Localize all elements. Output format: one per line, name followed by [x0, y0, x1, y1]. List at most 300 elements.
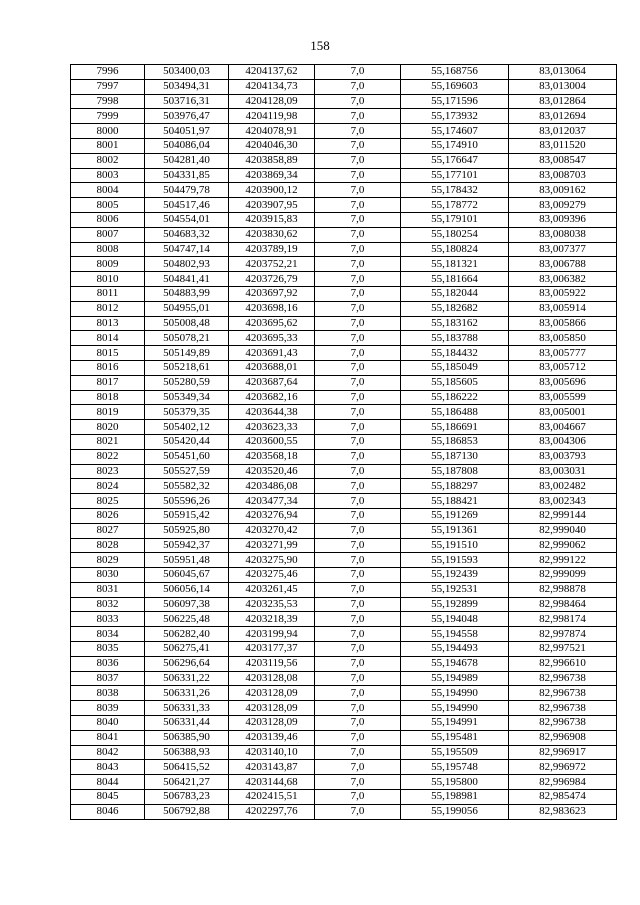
width-cell: 7,0	[315, 538, 401, 553]
longitude-cell: 82,996738	[509, 671, 617, 686]
y-coordinate-cell: 4202415,51	[229, 790, 315, 805]
latitude-cell: 55,168756	[401, 65, 509, 80]
width-cell: 7,0	[315, 464, 401, 479]
longitude-cell: 83,005922	[509, 286, 617, 301]
width-cell: 7,0	[315, 582, 401, 597]
x-coordinate-cell: 504086,04	[145, 138, 229, 153]
width-cell: 7,0	[315, 138, 401, 153]
latitude-cell: 55,195748	[401, 760, 509, 775]
x-coordinate-cell: 505915,42	[145, 508, 229, 523]
longitude-cell: 83,007377	[509, 242, 617, 257]
point-number-cell: 8038	[71, 686, 145, 701]
x-coordinate-cell: 504955,01	[145, 301, 229, 316]
x-coordinate-cell: 504479,78	[145, 183, 229, 198]
y-coordinate-cell: 4203691,43	[229, 346, 315, 361]
point-number-cell: 8019	[71, 405, 145, 420]
longitude-cell: 83,008547	[509, 153, 617, 168]
table-row	[71, 212, 617, 227]
y-coordinate-cell: 4203600,55	[229, 434, 315, 449]
point-number-cell: 8045	[71, 790, 145, 805]
x-coordinate-cell: 504281,40	[145, 153, 229, 168]
longitude-cell: 83,005696	[509, 375, 617, 390]
width-cell: 7,0	[315, 257, 401, 272]
y-coordinate-cell: 4203199,94	[229, 627, 315, 642]
longitude-cell: 83,006382	[509, 272, 617, 287]
point-number-cell: 8014	[71, 331, 145, 346]
width-cell: 7,0	[315, 94, 401, 109]
width-cell: 7,0	[315, 656, 401, 671]
y-coordinate-cell: 4203270,42	[229, 523, 315, 538]
latitude-cell: 55,198981	[401, 790, 509, 805]
x-coordinate-cell: 505942,37	[145, 538, 229, 553]
x-coordinate-cell: 505420,44	[145, 434, 229, 449]
y-coordinate-cell: 4203128,09	[229, 686, 315, 701]
y-coordinate-cell: 4203698,16	[229, 301, 315, 316]
width-cell: 7,0	[315, 316, 401, 331]
latitude-cell: 55,186488	[401, 405, 509, 420]
x-coordinate-cell: 505596,26	[145, 494, 229, 509]
y-coordinate-cell: 4203695,62	[229, 316, 315, 331]
latitude-cell: 55,186222	[401, 390, 509, 405]
latitude-cell: 55,186691	[401, 420, 509, 435]
table-row	[71, 331, 617, 346]
y-coordinate-cell: 4204137,62	[229, 65, 315, 80]
point-number-cell: 8041	[71, 730, 145, 745]
x-coordinate-cell: 505379,35	[145, 405, 229, 420]
y-coordinate-cell: 4203275,90	[229, 553, 315, 568]
table-row	[71, 183, 617, 198]
latitude-cell: 55,180254	[401, 227, 509, 242]
latitude-cell: 55,185049	[401, 360, 509, 375]
x-coordinate-cell: 504051,97	[145, 124, 229, 139]
x-coordinate-cell: 505925,80	[145, 523, 229, 538]
longitude-cell: 82,999040	[509, 523, 617, 538]
y-coordinate-cell: 4203119,56	[229, 656, 315, 671]
point-number-cell: 7998	[71, 94, 145, 109]
table-row	[71, 790, 617, 805]
width-cell: 7,0	[315, 331, 401, 346]
width-cell: 7,0	[315, 508, 401, 523]
y-coordinate-cell: 4203915,83	[229, 212, 315, 227]
latitude-cell: 55,195509	[401, 745, 509, 760]
table-row	[71, 79, 617, 94]
width-cell: 7,0	[315, 242, 401, 257]
width-cell: 7,0	[315, 390, 401, 405]
point-number-cell: 8003	[71, 168, 145, 183]
width-cell: 7,0	[315, 612, 401, 627]
y-coordinate-cell: 4203128,09	[229, 701, 315, 716]
point-number-cell: 7997	[71, 79, 145, 94]
longitude-cell: 82,983623	[509, 804, 617, 819]
y-coordinate-cell: 4203261,45	[229, 582, 315, 597]
point-number-cell: 8009	[71, 257, 145, 272]
x-coordinate-cell: 504747,14	[145, 242, 229, 257]
x-coordinate-cell: 506421,27	[145, 775, 229, 790]
width-cell: 7,0	[315, 405, 401, 420]
width-cell: 7,0	[315, 109, 401, 124]
table-row	[71, 316, 617, 331]
longitude-cell: 82,999122	[509, 553, 617, 568]
longitude-cell: 82,997874	[509, 627, 617, 642]
y-coordinate-cell: 4203688,01	[229, 360, 315, 375]
table-row	[71, 198, 617, 213]
y-coordinate-cell: 4203568,18	[229, 449, 315, 464]
latitude-cell: 55,177101	[401, 168, 509, 183]
table-row	[71, 124, 617, 139]
longitude-cell: 83,008038	[509, 227, 617, 242]
table-row	[71, 301, 617, 316]
latitude-cell: 55,171596	[401, 94, 509, 109]
y-coordinate-cell: 4203726,79	[229, 272, 315, 287]
width-cell: 7,0	[315, 286, 401, 301]
table-row	[71, 686, 617, 701]
x-coordinate-cell: 503494,31	[145, 79, 229, 94]
x-coordinate-cell: 503976,47	[145, 109, 229, 124]
latitude-cell: 55,187130	[401, 449, 509, 464]
table-row	[71, 612, 617, 627]
x-coordinate-cell: 504802,93	[145, 257, 229, 272]
y-coordinate-cell: 4203128,09	[229, 716, 315, 731]
y-coordinate-cell: 4203695,33	[229, 331, 315, 346]
width-cell: 7,0	[315, 212, 401, 227]
longitude-cell: 83,005914	[509, 301, 617, 316]
x-coordinate-cell: 504841,41	[145, 272, 229, 287]
point-number-cell: 8025	[71, 494, 145, 509]
width-cell: 7,0	[315, 686, 401, 701]
point-number-cell: 8028	[71, 538, 145, 553]
latitude-cell: 55,195481	[401, 730, 509, 745]
latitude-cell: 55,182044	[401, 286, 509, 301]
y-coordinate-cell: 4203752,21	[229, 257, 315, 272]
table-row	[71, 272, 617, 287]
x-coordinate-cell: 506097,38	[145, 597, 229, 612]
longitude-cell: 82,996738	[509, 686, 617, 701]
y-coordinate-cell: 4203143,87	[229, 760, 315, 775]
x-coordinate-cell: 505402,12	[145, 420, 229, 435]
x-coordinate-cell: 506331,22	[145, 671, 229, 686]
table-row	[71, 286, 617, 301]
point-number-cell: 8015	[71, 346, 145, 361]
table-row	[71, 138, 617, 153]
x-coordinate-cell: 504331,85	[145, 168, 229, 183]
x-coordinate-cell: 506783,23	[145, 790, 229, 805]
latitude-cell: 55,186853	[401, 434, 509, 449]
longitude-cell: 82,996738	[509, 716, 617, 731]
width-cell: 7,0	[315, 198, 401, 213]
longitude-cell: 83,005850	[509, 331, 617, 346]
point-number-cell: 8020	[71, 420, 145, 435]
latitude-cell: 55,188421	[401, 494, 509, 509]
y-coordinate-cell: 4203697,92	[229, 286, 315, 301]
longitude-cell: 83,004667	[509, 420, 617, 435]
x-coordinate-cell: 506225,48	[145, 612, 229, 627]
table-row	[71, 405, 617, 420]
latitude-cell: 55,194493	[401, 642, 509, 657]
x-coordinate-cell: 503400,03	[145, 65, 229, 80]
longitude-cell: 82,999144	[509, 508, 617, 523]
x-coordinate-cell: 505451,60	[145, 449, 229, 464]
longitude-cell: 82,996610	[509, 656, 617, 671]
page-number: 158	[310, 38, 330, 53]
y-coordinate-cell: 4204134,73	[229, 79, 315, 94]
table-row	[71, 464, 617, 479]
table-row	[71, 508, 617, 523]
table-row	[71, 671, 617, 686]
point-number-cell: 8035	[71, 642, 145, 657]
x-coordinate-cell: 506275,41	[145, 642, 229, 657]
latitude-cell: 55,174607	[401, 124, 509, 139]
point-number-cell: 8008	[71, 242, 145, 257]
y-coordinate-cell: 4204119,98	[229, 109, 315, 124]
x-coordinate-cell: 506388,93	[145, 745, 229, 760]
longitude-cell: 83,013064	[509, 65, 617, 80]
x-coordinate-cell: 506415,52	[145, 760, 229, 775]
x-coordinate-cell: 505527,59	[145, 464, 229, 479]
x-coordinate-cell: 503716,31	[145, 94, 229, 109]
latitude-cell: 55,192439	[401, 568, 509, 583]
longitude-cell: 83,008703	[509, 168, 617, 183]
table-row	[71, 227, 617, 242]
longitude-cell: 83,005712	[509, 360, 617, 375]
longitude-cell: 82,998878	[509, 582, 617, 597]
longitude-cell: 83,009279	[509, 198, 617, 213]
longitude-cell: 82,998174	[509, 612, 617, 627]
longitude-cell: 82,996738	[509, 701, 617, 716]
width-cell: 7,0	[315, 79, 401, 94]
table-row	[71, 627, 617, 642]
x-coordinate-cell: 504554,01	[145, 212, 229, 227]
point-number-cell: 8011	[71, 286, 145, 301]
y-coordinate-cell: 4204078,91	[229, 124, 315, 139]
point-number-cell: 8032	[71, 597, 145, 612]
point-number-cell: 8030	[71, 568, 145, 583]
longitude-cell: 83,002482	[509, 479, 617, 494]
latitude-cell: 55,178432	[401, 183, 509, 198]
width-cell: 7,0	[315, 375, 401, 390]
width-cell: 7,0	[315, 301, 401, 316]
latitude-cell: 55,185605	[401, 375, 509, 390]
point-number-cell: 8001	[71, 138, 145, 153]
width-cell: 7,0	[315, 420, 401, 435]
width-cell: 7,0	[315, 597, 401, 612]
x-coordinate-cell: 506331,44	[145, 716, 229, 731]
table-row	[71, 553, 617, 568]
width-cell: 7,0	[315, 730, 401, 745]
point-number-cell: 8036	[71, 656, 145, 671]
point-number-cell: 8042	[71, 745, 145, 760]
y-coordinate-cell: 4203869,34	[229, 168, 315, 183]
latitude-cell: 55,194989	[401, 671, 509, 686]
x-coordinate-cell: 506331,26	[145, 686, 229, 701]
point-number-cell: 8004	[71, 183, 145, 198]
latitude-cell: 55,191361	[401, 523, 509, 538]
latitude-cell: 55,194678	[401, 656, 509, 671]
table-row	[71, 390, 617, 405]
point-number-cell: 8024	[71, 479, 145, 494]
table-row	[71, 730, 617, 745]
x-coordinate-cell: 505349,34	[145, 390, 229, 405]
longitude-cell: 83,005866	[509, 316, 617, 331]
coordinates-table	[70, 64, 617, 820]
x-coordinate-cell: 504517,46	[145, 198, 229, 213]
y-coordinate-cell: 4203486,08	[229, 479, 315, 494]
latitude-cell: 55,191269	[401, 508, 509, 523]
table-row	[71, 479, 617, 494]
latitude-cell: 55,192899	[401, 597, 509, 612]
y-coordinate-cell: 4204128,09	[229, 94, 315, 109]
y-coordinate-cell: 4203144,68	[229, 775, 315, 790]
table-row	[71, 346, 617, 361]
longitude-cell: 82,996972	[509, 760, 617, 775]
latitude-cell: 55,181664	[401, 272, 509, 287]
y-coordinate-cell: 4203477,34	[229, 494, 315, 509]
table-row	[71, 375, 617, 390]
y-coordinate-cell: 4203139,46	[229, 730, 315, 745]
width-cell: 7,0	[315, 124, 401, 139]
table-row	[71, 523, 617, 538]
table-row	[71, 597, 617, 612]
point-number-cell: 8018	[71, 390, 145, 405]
point-number-cell: 8040	[71, 716, 145, 731]
point-number-cell: 8037	[71, 671, 145, 686]
point-number-cell: 8044	[71, 775, 145, 790]
width-cell: 7,0	[315, 449, 401, 464]
point-number-cell: 8031	[71, 582, 145, 597]
table-row	[71, 434, 617, 449]
x-coordinate-cell: 504683,32	[145, 227, 229, 242]
width-cell: 7,0	[315, 494, 401, 509]
longitude-cell: 82,999099	[509, 568, 617, 583]
table-row	[71, 568, 617, 583]
table-row	[71, 538, 617, 553]
point-number-cell: 8010	[71, 272, 145, 287]
latitude-cell: 55,174910	[401, 138, 509, 153]
table-row	[71, 168, 617, 183]
table-row	[71, 420, 617, 435]
latitude-cell: 55,183788	[401, 331, 509, 346]
point-number-cell: 8005	[71, 198, 145, 213]
width-cell: 7,0	[315, 790, 401, 805]
latitude-cell: 55,199056	[401, 804, 509, 819]
longitude-cell: 83,005001	[509, 405, 617, 420]
table-row	[71, 760, 617, 775]
latitude-cell: 55,179101	[401, 212, 509, 227]
longitude-cell: 83,004306	[509, 434, 617, 449]
latitude-cell: 55,169603	[401, 79, 509, 94]
y-coordinate-cell: 4203907,95	[229, 198, 315, 213]
point-number-cell: 8013	[71, 316, 145, 331]
x-coordinate-cell: 505078,21	[145, 331, 229, 346]
latitude-cell: 55,191593	[401, 553, 509, 568]
latitude-cell: 55,180824	[401, 242, 509, 257]
y-coordinate-cell: 4203218,39	[229, 612, 315, 627]
y-coordinate-cell: 4203177,37	[229, 642, 315, 657]
x-coordinate-cell: 506331,33	[145, 701, 229, 716]
table-row	[71, 449, 617, 464]
width-cell: 7,0	[315, 346, 401, 361]
table-row	[71, 642, 617, 657]
width-cell: 7,0	[315, 716, 401, 731]
longitude-cell: 83,011520	[509, 138, 617, 153]
longitude-cell: 82,996908	[509, 730, 617, 745]
longitude-cell: 83,005599	[509, 390, 617, 405]
point-number-cell: 8012	[71, 301, 145, 316]
width-cell: 7,0	[315, 360, 401, 375]
y-coordinate-cell: 4203275,46	[229, 568, 315, 583]
longitude-cell: 83,012694	[509, 109, 617, 124]
point-number-cell: 8021	[71, 434, 145, 449]
table-row	[71, 716, 617, 731]
table-row	[71, 65, 617, 80]
width-cell: 7,0	[315, 65, 401, 80]
latitude-cell: 55,194990	[401, 686, 509, 701]
y-coordinate-cell: 4203687,64	[229, 375, 315, 390]
y-coordinate-cell: 4203858,89	[229, 153, 315, 168]
x-coordinate-cell: 505218,61	[145, 360, 229, 375]
y-coordinate-cell: 4204046,30	[229, 138, 315, 153]
width-cell: 7,0	[315, 671, 401, 686]
y-coordinate-cell: 4203789,19	[229, 242, 315, 257]
x-coordinate-cell: 506056,14	[145, 582, 229, 597]
point-number-cell: 8007	[71, 227, 145, 242]
x-coordinate-cell: 505008,48	[145, 316, 229, 331]
point-number-cell: 8017	[71, 375, 145, 390]
y-coordinate-cell: 4203520,46	[229, 464, 315, 479]
coordinates-table-body	[71, 65, 617, 820]
longitude-cell: 83,012037	[509, 124, 617, 139]
y-coordinate-cell: 4203276,94	[229, 508, 315, 523]
point-number-cell: 8022	[71, 449, 145, 464]
latitude-cell: 55,184432	[401, 346, 509, 361]
table-row	[71, 804, 617, 819]
width-cell: 7,0	[315, 775, 401, 790]
width-cell: 7,0	[315, 760, 401, 775]
table-row	[71, 701, 617, 716]
point-number-cell: 7999	[71, 109, 145, 124]
x-coordinate-cell: 506296,64	[145, 656, 229, 671]
longitude-cell: 82,999062	[509, 538, 617, 553]
y-coordinate-cell: 4203830,62	[229, 227, 315, 242]
table-row	[71, 94, 617, 109]
width-cell: 7,0	[315, 168, 401, 183]
longitude-cell: 83,005777	[509, 346, 617, 361]
x-coordinate-cell: 505149,89	[145, 346, 229, 361]
longitude-cell: 82,996984	[509, 775, 617, 790]
point-number-cell: 8016	[71, 360, 145, 375]
point-number-cell: 8026	[71, 508, 145, 523]
y-coordinate-cell: 4203644,38	[229, 405, 315, 420]
latitude-cell: 55,178772	[401, 198, 509, 213]
table-row	[71, 360, 617, 375]
longitude-cell: 83,003793	[509, 449, 617, 464]
longitude-cell: 83,006788	[509, 257, 617, 272]
point-number-cell: 8002	[71, 153, 145, 168]
longitude-cell: 83,002343	[509, 494, 617, 509]
table-row	[71, 153, 617, 168]
longitude-cell: 83,009396	[509, 212, 617, 227]
latitude-cell: 55,191510	[401, 538, 509, 553]
latitude-cell: 55,176647	[401, 153, 509, 168]
point-number-cell: 8023	[71, 464, 145, 479]
y-coordinate-cell: 4203128,08	[229, 671, 315, 686]
width-cell: 7,0	[315, 153, 401, 168]
longitude-cell: 82,997521	[509, 642, 617, 657]
width-cell: 7,0	[315, 804, 401, 819]
latitude-cell: 55,187808	[401, 464, 509, 479]
table-row	[71, 582, 617, 597]
width-cell: 7,0	[315, 745, 401, 760]
y-coordinate-cell: 4202297,76	[229, 804, 315, 819]
